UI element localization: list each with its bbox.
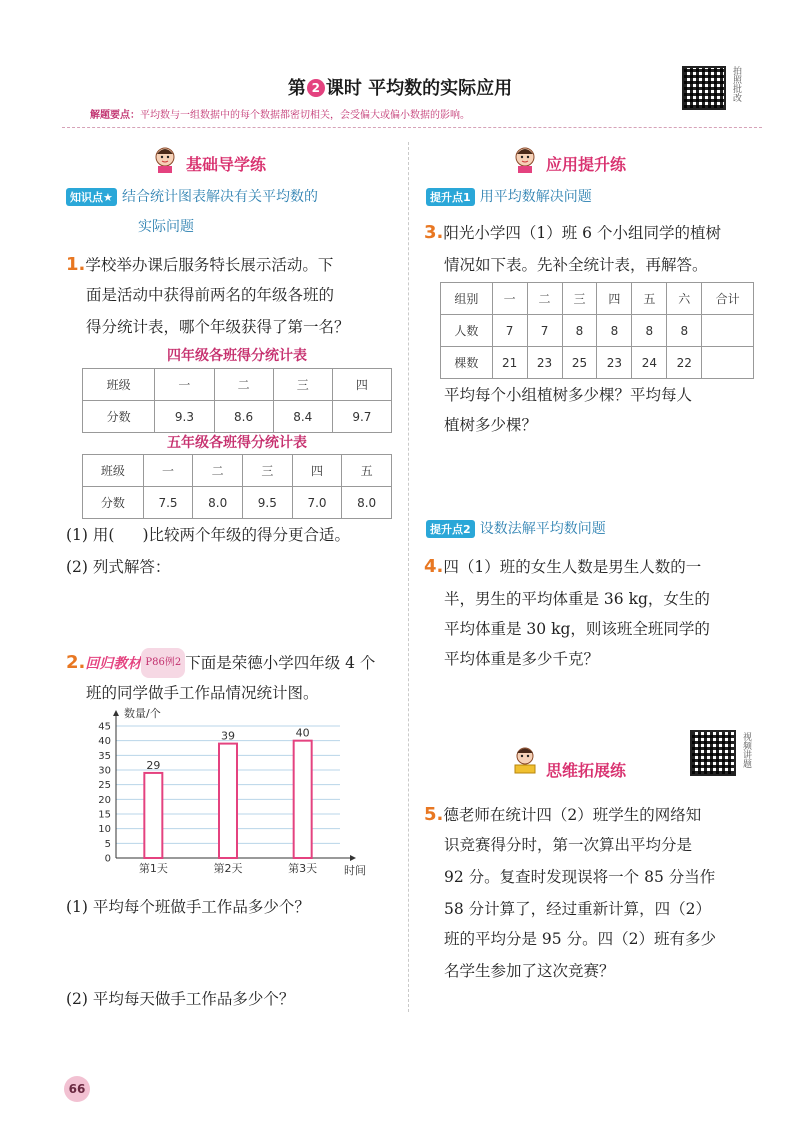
kid-reading-mascot-icon: [512, 746, 538, 774]
table-cell: 分数: [83, 487, 144, 519]
bar-value-label: 39: [221, 729, 235, 743]
table-cell: 25: [562, 347, 597, 379]
table-cell: 21: [492, 347, 527, 379]
knowledge-point-tag: 知识点★: [66, 188, 117, 206]
q1-line1: 学校举办课后服务特长展示活动。下: [85, 256, 334, 274]
q4-line2: 半，男生的平均体重是 36 kg，女生的: [444, 590, 710, 608]
question-1: [66, 250, 401, 280]
table-cell: 三: [273, 369, 332, 401]
bar: [144, 773, 162, 858]
improve-point-title: 用平均数解决问题: [479, 189, 592, 205]
tip-text: 平均数与一组数据中的每个数据都密切相关，会受偏大或偏小数据的影响。: [140, 110, 470, 121]
table-cell: 三: [243, 455, 293, 487]
question-4: [424, 552, 701, 582]
lesson-number-badge: 2: [307, 79, 325, 97]
section-title-expand: 思维拓展练: [546, 761, 627, 780]
column-divider: [408, 142, 409, 1012]
table-title-grade4: 四年级各班得分统计表: [167, 348, 307, 364]
table-cell: 四: [292, 455, 342, 487]
table-cell: 棵数: [441, 347, 493, 379]
y-tick-label: 30: [98, 765, 111, 777]
bar-value-label: 40: [295, 726, 310, 740]
question-number: 5.: [424, 804, 444, 825]
qr-side-label: 拍照批改: [731, 66, 741, 102]
y-axis-label: 数量/个: [124, 707, 161, 720]
table-cell: 8.0: [193, 487, 243, 519]
table-cell: 9.3: [155, 401, 214, 433]
knowledge-point-title-cont: 实际问题: [138, 219, 194, 235]
qr-code-icon: [682, 66, 726, 110]
table-cell: 班级: [83, 369, 155, 401]
table-cell: 22: [667, 347, 702, 379]
qr-side-label: 视频讲题: [741, 732, 751, 768]
textbook-badge: 回归教材: [85, 656, 142, 672]
table-cell: 班级: [83, 455, 144, 487]
q2-sub2: (2) 平均每天做手工作品多少个？: [66, 990, 295, 1008]
q4-line1: 四（1）班的女生人数是男生人数的一: [443, 558, 702, 576]
q1-sub1-suffix: )比较两个年级的得分更合适。: [142, 526, 350, 544]
q5-line3: 92 分。复查时发现误将一个 85 分当作: [444, 868, 716, 886]
y-tick-label: 20: [98, 794, 111, 806]
q2-line2: 班的同学做手工作品情况统计图。: [86, 684, 319, 702]
table-cell: 二: [193, 455, 243, 487]
table-cell: 9.5: [243, 487, 293, 519]
table-row: [83, 455, 392, 487]
table-cell: 二: [214, 369, 273, 401]
question-number: 2.: [66, 652, 86, 673]
q1-sub2: (2) 列式解答：: [66, 558, 171, 576]
table-cell: 9.7: [332, 401, 391, 433]
answer-cell[interactable]: [702, 347, 754, 379]
kid-mascot-icon: [512, 146, 538, 174]
table-cell: 二: [527, 283, 562, 315]
table-row: [441, 315, 754, 347]
knowledge-point-title: 结合统计图表解决有关平均数的: [121, 189, 318, 205]
table-cell: 六: [667, 283, 702, 315]
lesson-title: [0, 74, 800, 100]
table-cell: 7: [492, 315, 527, 347]
q5-line4: 58 分计算了，经过重新计算，四（2）: [444, 900, 712, 918]
table-cell: 一: [143, 455, 193, 487]
table-cell: 人数: [441, 315, 493, 347]
x-tick-label: 第3天: [288, 862, 318, 875]
x-tick-label: 第1天: [138, 862, 168, 875]
q3-line2: 情况如下表。先补全统计表，再解答。: [444, 256, 708, 274]
y-tick-label: 10: [98, 824, 111, 836]
q5-line6: 名学生参加了这次竞赛？: [444, 962, 615, 980]
improve-point-1-header: [426, 186, 592, 206]
question-2: [66, 648, 375, 679]
grade5-score-table: [82, 454, 392, 519]
q1-sub1-prefix: (1) 用(: [66, 526, 115, 544]
grade4-score-table: [82, 368, 392, 433]
y-tick-label: 5: [104, 838, 111, 850]
table-cell: 组别: [441, 283, 493, 315]
lesson-prefix: 第: [287, 78, 306, 99]
q1-sub1: [66, 520, 350, 550]
table-cell: 8.4: [273, 401, 332, 433]
table-row: [83, 369, 392, 401]
x-tick-label: 第2天: [213, 862, 243, 875]
q1-line2: 面是活动中获得前两名的年级各班的: [86, 286, 335, 304]
question-number: 1.: [66, 254, 86, 275]
table-cell: 7: [527, 315, 562, 347]
table-row: [441, 347, 754, 379]
table-row: [441, 283, 754, 315]
y-tick-label: 35: [98, 750, 111, 762]
table-cell: 五: [342, 455, 392, 487]
x-axis-label: 时间: [344, 864, 366, 877]
q2-line1: 下面是荣德小学四年级 4 个: [185, 654, 376, 672]
bar-value-label: 29: [146, 758, 161, 772]
table-cell: 7.0: [292, 487, 342, 519]
question-3: [424, 218, 721, 248]
table-cell: 8.0: [342, 487, 392, 519]
table-cell: 8: [632, 315, 667, 347]
y-tick-label: 25: [98, 780, 111, 792]
x-axis-arrow: [350, 855, 356, 861]
question-number: 3.: [424, 222, 444, 243]
y-axis-arrow: [113, 710, 119, 716]
improve-point-2-header: [426, 518, 606, 538]
y-tick-label: 40: [98, 736, 111, 748]
table-title-grade5: 五年级各班得分统计表: [167, 435, 307, 451]
table-cell: 四: [332, 369, 391, 401]
q3-line3: 平均每个小组植树多少棵？平均每人: [444, 386, 693, 404]
table-row: [83, 487, 392, 519]
q4-line4: 平均体重是多少千克？: [444, 650, 600, 668]
knowledge-point-header: [66, 186, 318, 206]
qr-code-icon: [690, 730, 736, 776]
section-title-basic: 基础导学练: [186, 155, 267, 174]
q3-line4: 植树多少棵？: [444, 416, 538, 434]
table-cell: 分数: [83, 401, 155, 433]
table-cell: 23: [597, 347, 632, 379]
table-row: [83, 401, 392, 433]
header-divider: [62, 127, 762, 128]
table-cell: 23: [527, 347, 562, 379]
q5-line5: 班的平均分是 95 分。四（2）班有多少: [444, 930, 716, 948]
table-cell: 四: [597, 283, 632, 315]
table-cell: 8: [597, 315, 632, 347]
page-number: 66: [64, 1076, 90, 1102]
table-cell: 合计: [702, 283, 754, 315]
kid-mascot-icon: [152, 146, 178, 174]
q4-line3: 平均体重是 30 kg，则该班全班同学的: [444, 620, 710, 638]
answer-cell[interactable]: [702, 315, 754, 347]
q5-line2: 识竞赛得分时，第一次算出平均分是: [444, 836, 693, 854]
textbook-ref-chip: P86例2: [141, 648, 185, 678]
improve-point-tag: 提升点1: [426, 188, 475, 206]
improve-point-title: 设数法解平均数问题: [479, 521, 606, 537]
q1-line3: 得分统计表，哪个年级获得了第一名？: [86, 318, 350, 336]
handcraft-bar-chart: [78, 700, 378, 885]
table-cell: 8: [667, 315, 702, 347]
bar: [219, 744, 237, 858]
lesson-title-text: 课时 平均数的实际应用: [325, 78, 513, 99]
bar: [294, 741, 312, 858]
question-5: [424, 800, 701, 830]
solving-tip: [90, 106, 470, 121]
q2-sub1: (1) 平均每个班做手工作品多少个？: [66, 898, 310, 916]
question-number: 4.: [424, 556, 444, 577]
q3-line1: 阳光小学四（1）班 6 个小组同学的植树: [443, 224, 721, 242]
table-cell: 一: [155, 369, 214, 401]
section-title-apply: 应用提升练: [546, 155, 627, 174]
y-tick-label: 45: [98, 721, 111, 733]
table-cell: 三: [562, 283, 597, 315]
table-cell: 一: [492, 283, 527, 315]
table-cell: 7.5: [143, 487, 193, 519]
table-cell: 五: [632, 283, 667, 315]
table-cell: 8.6: [214, 401, 273, 433]
improve-point-tag: 提升点2: [426, 520, 475, 538]
table-cell: 8: [562, 315, 597, 347]
tip-label: 解题要点：: [90, 110, 140, 121]
table-cell: 24: [632, 347, 667, 379]
q5-line1: 德老师在统计四（2）班学生的网络知: [443, 806, 702, 824]
tree-planting-table: [440, 282, 754, 379]
y-tick-label: 15: [98, 809, 111, 821]
y-tick-label: 0: [104, 853, 111, 865]
